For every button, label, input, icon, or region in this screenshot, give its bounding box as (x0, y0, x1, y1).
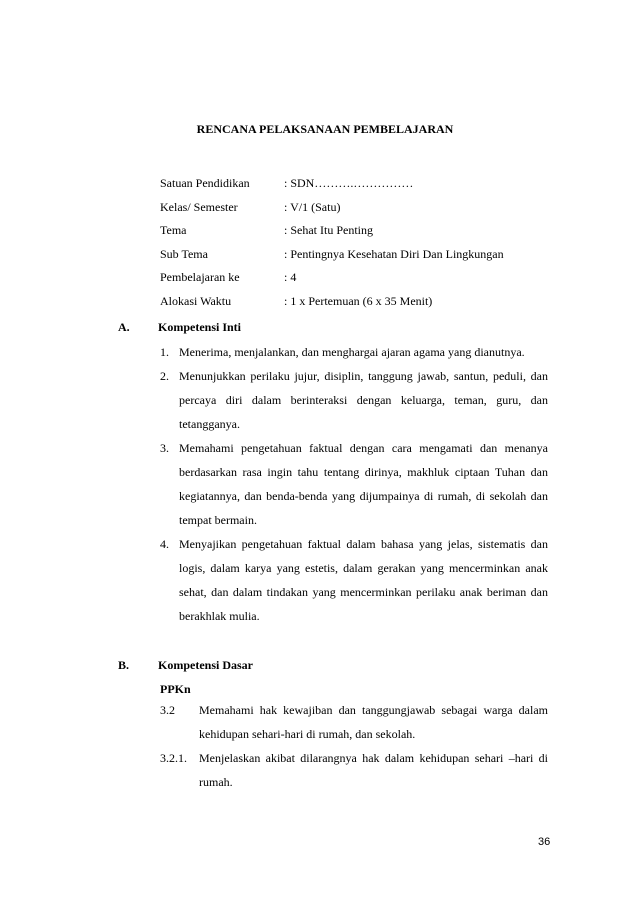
list-item-text: Menyajikan pengetahuan faktual dalam bahasa yang jelas, sistematis dan logis, dalam karya yang estetis, dalam gerakan yang mencerminkan anak sehat, dan dalam tindakan yang mencerminkan perilaku anak beriman dan berakhlak mulia. (179, 537, 548, 623)
identity-value: : V/1 (Satu) (284, 199, 341, 214)
list-item-text: Memahami pengetahuan faktual dengan cara mengamati dan menanya berdasarkan rasa ingin tahu tentang dirinya, makhluk ciptaan Tuhan dan kegiatannya, dan benda-benda yang dijumpainya di rumah, di sekolah dan tempat bermain. (179, 441, 548, 527)
kompetensi-dasar-item (160, 746, 548, 794)
identity-label: Pembelajaran ke (160, 270, 240, 284)
list-item-number: 4. (160, 537, 169, 551)
kd-code: 3.2.1. (160, 751, 187, 765)
kd-text: Memahami hak kewajiban dan tanggungjawab sebagai warga dalam kehidupan sehari-hari di rumah, dan sekolah. (199, 703, 548, 741)
identity-label: Tema (160, 223, 187, 237)
section-letter: B. (118, 658, 130, 672)
subject-heading: PPKn (160, 682, 191, 696)
page-title: RENCANA PELAKSANAAN PEMBELAJARAN (196, 122, 454, 136)
section-title: Kompetensi Inti (158, 320, 242, 334)
section-b-heading (118, 658, 253, 673)
identity-label: Sub Tema (160, 246, 208, 261)
section-letter: A. (118, 320, 130, 334)
list-item-number: 1. (160, 345, 169, 359)
identity-label: Alokasi Waktu (160, 293, 232, 308)
kd-text: Menjelaskan akibat dilarangnya hak dalam kehidupan sehari –hari di rumah. (199, 751, 548, 789)
list-item-number: 3. (160, 441, 169, 455)
page-number: 36 (538, 836, 551, 848)
identity-value: : Pentingnya Kesehatan Diri Dan Lingkungan (284, 246, 504, 261)
identity-value: : Sehat Itu Penting (284, 223, 373, 237)
kd-code: 3.2 (160, 703, 175, 717)
identity-value: : 4 (284, 270, 297, 284)
identity-value: : SDN……….…………… (284, 176, 414, 190)
list-item-text: Menerima, menjalankan, dan menghargai ajaran agama yang dianutnya. (179, 345, 525, 359)
list-item (160, 340, 548, 364)
section-a-heading (118, 320, 241, 335)
kompetensi-inti-list (160, 340, 548, 628)
list-item (160, 532, 548, 628)
identity-label: Kelas/ Semester (160, 199, 238, 214)
list-item (160, 436, 548, 532)
section-title: Kompetensi Dasar (158, 658, 253, 672)
identity-label: Satuan Pendidikan (160, 176, 250, 190)
list-item (160, 364, 548, 436)
list-item-number: 2. (160, 369, 169, 383)
list-item-text: Menunjukkan perilaku jujur, disiplin, tanggung jawab, santun, peduli, dan percaya diri dalam berinteraksi dengan keluarga, teman, guru, dan tetangganya. (179, 369, 548, 431)
kompetensi-dasar-item (160, 698, 548, 746)
identity-value: : 1 x Pertemuan (6 x 35 Menit) (284, 293, 433, 308)
